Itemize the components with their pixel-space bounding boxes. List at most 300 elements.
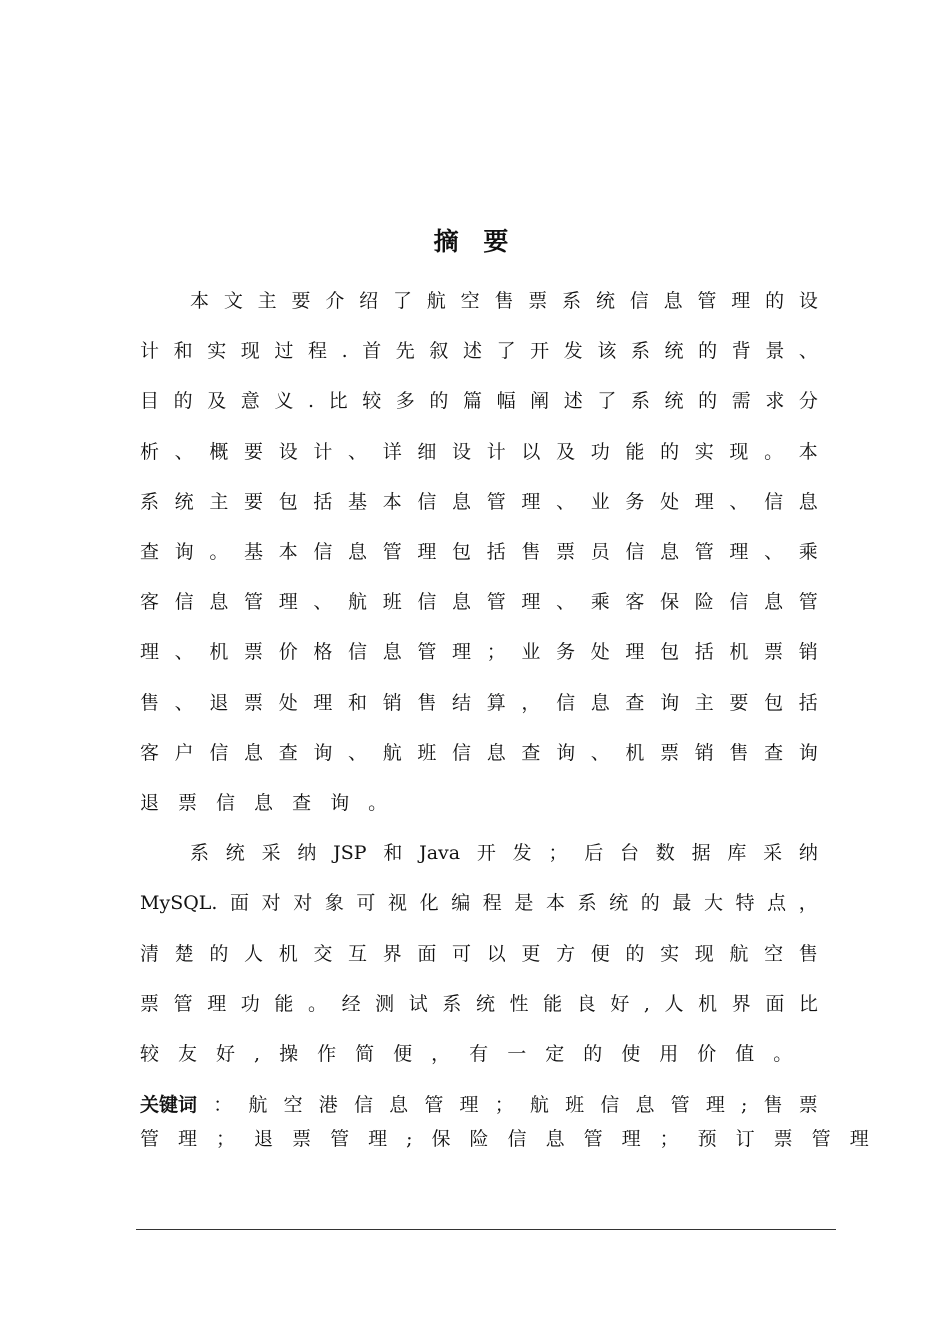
text-glyph: 统 — [475, 992, 495, 1015]
text-glyph: 航 — [426, 290, 446, 312]
text-glyph: 要 — [291, 290, 311, 312]
text-glyph: 理 — [729, 541, 749, 563]
text-glyph: 航 — [382, 741, 402, 764]
text-glyph: 台 — [620, 842, 640, 865]
text-glyph: 实 — [207, 340, 227, 363]
text-glyph: 现 — [694, 942, 714, 965]
text-glyph: 了 — [392, 290, 412, 312]
text-glyph: 视 — [388, 892, 408, 915]
text-glyph: 算 — [486, 691, 506, 714]
keyword-glyph: 管 — [140, 1128, 160, 1150]
text-glyph: 信 — [417, 591, 437, 614]
text-glyph: 、 — [556, 591, 576, 614]
text-glyph: 性 — [509, 992, 529, 1015]
text-glyph: . — [341, 340, 348, 363]
keyword-glyph: 信 — [507, 1128, 527, 1150]
keyword-glyph: 票 — [292, 1128, 312, 1150]
text-glyph: 理 — [521, 591, 541, 614]
text-glyph: 比 — [798, 992, 818, 1015]
text-glyph: 的 — [209, 942, 229, 965]
text-glyph: 乘 — [590, 591, 610, 614]
text-glyph: 价 — [278, 641, 298, 664]
text-glyph: 管 — [382, 541, 402, 563]
abstract-title: 摘 要 — [433, 227, 517, 256]
text-glyph: 目 — [140, 390, 160, 413]
text-glyph: , — [254, 1043, 261, 1065]
text-glyph: 员 — [590, 541, 610, 563]
text-glyph: 背 — [731, 340, 751, 363]
keyword-glyph: 空 — [283, 1094, 303, 1116]
text-glyph: 信 — [629, 290, 649, 312]
text-glyph: 能 — [274, 992, 294, 1015]
text-glyph: 查 — [292, 792, 312, 814]
text-glyph: 较 — [140, 1043, 160, 1065]
text-glyph: 航 — [348, 591, 368, 614]
text-glyph: 息 — [798, 490, 818, 513]
text-glyph: 销 — [798, 641, 818, 664]
text-glyph: 息 — [254, 792, 274, 814]
text-glyph: 息 — [663, 290, 683, 312]
text-glyph: 。 — [209, 541, 229, 563]
text-glyph: 、 — [729, 490, 749, 513]
text-glyph: 息 — [209, 591, 229, 614]
text-glyph: 的 — [765, 290, 785, 312]
abstract-line — [140, 336, 818, 366]
text-glyph: 管 — [486, 591, 506, 614]
text-glyph: 信 — [556, 691, 576, 714]
keyword-glyph: 理 — [368, 1128, 388, 1150]
text-glyph: 信 — [174, 591, 194, 614]
keyword-glyph: 预 — [697, 1128, 717, 1150]
text-glyph: 绍 — [359, 290, 379, 312]
text-glyph: 更 — [521, 942, 541, 965]
text-glyph: 处 — [590, 641, 610, 664]
text-glyph: 发 — [563, 340, 583, 363]
text-glyph: 空 — [764, 942, 784, 965]
text-glyph: 信 — [417, 490, 437, 513]
text-glyph: 据 — [691, 842, 711, 865]
text-glyph: 理 — [140, 641, 160, 664]
text-glyph: 理 — [207, 992, 227, 1015]
keyword-glyph: ； — [659, 1128, 679, 1150]
text-glyph: 点 — [767, 892, 787, 915]
text-glyph: 票 — [660, 741, 680, 764]
text-glyph: 、 — [798, 340, 818, 363]
text-glyph: 的 — [640, 892, 660, 915]
text-glyph: 清 — [140, 942, 160, 965]
text-glyph: 本 — [190, 290, 210, 312]
text-glyph: 过 — [274, 340, 294, 363]
text-glyph: 理 — [452, 641, 472, 664]
text-glyph: 开 — [476, 842, 496, 865]
text-glyph: 及 — [207, 390, 227, 413]
text-glyph: 本 — [798, 440, 818, 463]
text-glyph: 询 — [660, 691, 680, 714]
text-glyph: 管 — [697, 290, 717, 312]
text-glyph: 纳 — [798, 842, 818, 865]
text-glyph: 管 — [486, 490, 506, 513]
text-glyph: 较 — [362, 390, 382, 413]
text-glyph: 用 — [659, 1043, 679, 1065]
text-glyph: 述 — [462, 340, 482, 363]
text-glyph: 基 — [348, 490, 368, 513]
text-glyph: 是 — [514, 892, 534, 915]
text-glyph: 的 — [583, 1043, 603, 1065]
keyword-glyph: ： — [213, 1094, 233, 1116]
text-glyph: 对 — [293, 892, 313, 915]
keyword-glyph: 理 — [705, 1094, 725, 1116]
text-glyph: 、 — [348, 741, 368, 764]
keyword-glyph: 退 — [254, 1128, 274, 1150]
text-glyph: 括 — [798, 691, 818, 714]
text-glyph: 售 — [729, 741, 749, 764]
keyword-glyph: ; — [741, 1094, 748, 1116]
abstract-line — [140, 989, 818, 1019]
keyword-glyph: 管 — [811, 1128, 831, 1150]
text-glyph: 景 — [765, 340, 785, 363]
text-glyph: 的 — [698, 390, 718, 413]
text-glyph: 叙 — [429, 340, 449, 363]
abstract-line — [140, 537, 818, 567]
text-glyph: 现 — [729, 440, 749, 463]
text-glyph: 分 — [798, 390, 818, 413]
text-glyph: 信 — [764, 490, 784, 513]
text-glyph: 求 — [765, 390, 785, 413]
text-glyph: 客 — [625, 591, 645, 614]
text-glyph: 好 — [216, 1043, 236, 1065]
text-glyph: 信 — [729, 591, 749, 614]
text-glyph: 先 — [395, 340, 415, 363]
text-glyph: 销 — [382, 691, 402, 714]
text-glyph: 化 — [419, 892, 439, 915]
keyword-glyph: 管 — [330, 1128, 350, 1150]
text-glyph: 空 — [460, 290, 480, 312]
text-glyph: 和 — [173, 340, 193, 363]
text-glyph: Java — [419, 842, 461, 865]
text-glyph: 交 — [313, 942, 333, 965]
text-glyph: 处 — [278, 691, 298, 714]
text-glyph: 编 — [451, 892, 471, 915]
text-glyph: 信 — [348, 641, 368, 664]
text-glyph: 理 — [417, 541, 437, 563]
text-glyph: 管 — [173, 992, 193, 1015]
text-glyph: 程 — [482, 892, 502, 915]
text-glyph: 经 — [341, 992, 361, 1015]
text-glyph: 设 — [278, 440, 298, 463]
text-glyph: 票 — [556, 541, 576, 563]
text-glyph: 、 — [174, 641, 194, 664]
keyword-glyph: 信 — [353, 1094, 373, 1116]
text-glyph: 使 — [621, 1043, 641, 1065]
text-glyph: 设 — [452, 440, 472, 463]
text-glyph: 面 — [765, 992, 785, 1015]
text-glyph: MySQL. — [140, 892, 218, 915]
text-glyph: 好 — [610, 992, 630, 1015]
text-glyph: 了 — [597, 390, 617, 413]
text-glyph: 价 — [697, 1043, 717, 1065]
text-glyph: 象 — [324, 892, 344, 915]
text-glyph: 息 — [486, 741, 506, 764]
keyword-glyph: 理 — [178, 1128, 198, 1150]
text-glyph: 机 — [209, 641, 229, 664]
text-glyph: 务 — [625, 490, 645, 513]
text-glyph: 能 — [543, 992, 563, 1015]
text-glyph: 售 — [798, 942, 818, 965]
abstract-line — [140, 487, 818, 517]
text-glyph: 面 — [417, 942, 437, 965]
text-glyph: 息 — [660, 541, 680, 563]
keyword-glyph: 险 — [469, 1128, 489, 1150]
text-glyph: 。 — [764, 440, 784, 463]
keyword-glyph: ； — [494, 1094, 514, 1116]
text-glyph: 航 — [729, 942, 749, 965]
text-glyph: 、 — [174, 440, 194, 463]
text-glyph: 的 — [698, 340, 718, 363]
text-glyph: 功 — [590, 440, 610, 463]
keywords-line-2 — [140, 1124, 869, 1154]
text-glyph: 功 — [240, 992, 260, 1015]
text-glyph: 意 — [240, 390, 260, 413]
text-glyph: 可 — [356, 892, 376, 915]
text-glyph: 售 — [140, 691, 160, 714]
text-glyph: 系 — [630, 390, 650, 413]
text-glyph: 系 — [577, 892, 597, 915]
text-glyph: 信 — [209, 741, 229, 764]
footer-rule — [136, 1229, 836, 1230]
text-glyph: 能 — [625, 440, 645, 463]
abstract-line — [140, 437, 818, 467]
text-glyph: 统 — [174, 490, 194, 513]
text-glyph: 要 — [729, 691, 749, 714]
text-glyph: 定 — [545, 1043, 565, 1065]
text-glyph: 实 — [694, 440, 714, 463]
text-glyph: 客 — [140, 741, 160, 764]
keyword-glyph: ； — [216, 1128, 236, 1150]
text-glyph: 详 — [382, 440, 402, 463]
text-glyph: 界 — [382, 942, 402, 965]
text-glyph: 退 — [140, 792, 160, 814]
text-glyph: 本 — [545, 892, 565, 915]
text-glyph: 比 — [328, 390, 348, 413]
text-glyph: 计 — [486, 440, 506, 463]
text-glyph: ， — [431, 1043, 451, 1065]
text-glyph: 该 — [597, 340, 617, 363]
text-glyph: 面 — [230, 892, 250, 915]
text-glyph: 需 — [731, 390, 751, 413]
text-glyph: 基 — [244, 541, 264, 563]
text-glyph: 票 — [140, 992, 160, 1015]
text-glyph: 特 — [735, 892, 755, 915]
text-glyph: 作 — [317, 1043, 337, 1065]
abstract-line — [140, 738, 818, 768]
text-glyph: 开 — [530, 340, 550, 363]
text-glyph: 便 — [393, 1043, 413, 1065]
text-glyph: 管 — [244, 591, 264, 614]
text-glyph: JSP — [333, 842, 367, 865]
keyword-glyph: 订 — [735, 1128, 755, 1150]
text-glyph: 的 — [660, 440, 680, 463]
text-glyph: 包 — [278, 490, 298, 513]
keyword-glyph: 航 — [529, 1094, 549, 1116]
text-glyph: 售 — [417, 691, 437, 714]
text-glyph: 统 — [225, 842, 245, 865]
text-glyph: 包 — [452, 541, 472, 563]
text-glyph: 有 — [469, 1043, 489, 1065]
text-glyph: 。 — [773, 1043, 793, 1065]
text-glyph: 幅 — [496, 390, 516, 413]
text-glyph: 主 — [257, 290, 277, 312]
text-glyph: ； — [486, 641, 506, 664]
text-glyph: 息 — [452, 490, 472, 513]
text-glyph: 理 — [731, 290, 751, 312]
text-glyph: 人 — [244, 942, 264, 965]
text-glyph: 。 — [368, 792, 388, 814]
keyword-glyph: 管 — [670, 1094, 690, 1116]
text-glyph: 现 — [240, 340, 260, 363]
text-glyph: 管 — [694, 541, 714, 563]
text-glyph: 义 — [274, 390, 294, 413]
text-glyph: 询 — [174, 541, 194, 563]
text-glyph: 设 — [798, 290, 818, 312]
text-glyph: 包 — [764, 691, 784, 714]
text-glyph: 要 — [244, 490, 264, 513]
abstract-line — [140, 587, 818, 617]
text-glyph: 细 — [417, 440, 437, 463]
text-glyph: 程 — [307, 340, 327, 363]
text-glyph: 。 — [307, 992, 327, 1015]
text-glyph: 实 — [660, 942, 680, 965]
text-glyph: 以 — [521, 440, 541, 463]
text-glyph: 查 — [140, 541, 160, 563]
text-glyph: 格 — [313, 641, 333, 664]
keyword-glyph: 信 — [600, 1094, 620, 1116]
text-glyph: 机 — [729, 641, 749, 664]
text-glyph: 试 — [408, 992, 428, 1015]
text-glyph: 票 — [764, 641, 784, 664]
keyword-glyph: 票 — [798, 1094, 818, 1116]
text-glyph: 后 — [584, 842, 604, 865]
text-glyph: ， — [798, 892, 818, 915]
text-glyph: 主 — [209, 490, 229, 513]
text-glyph: 息 — [590, 691, 610, 714]
text-glyph: 对 — [261, 892, 281, 915]
keywords-line-1 — [140, 1090, 818, 1120]
text-glyph: 统 — [609, 892, 629, 915]
text-glyph: 机 — [625, 741, 645, 764]
keyword-glyph: 航 — [248, 1094, 268, 1116]
keyword-glyph: 港 — [318, 1094, 338, 1116]
text-glyph: 一 — [507, 1043, 527, 1065]
text-glyph: 、 — [590, 741, 610, 764]
text-glyph: 机 — [278, 942, 298, 965]
keyword-glyph: 管 — [424, 1094, 444, 1116]
text-glyph: 业 — [521, 641, 541, 664]
text-glyph: 值 — [735, 1043, 755, 1065]
text-glyph: 理 — [625, 641, 645, 664]
keyword-glyph: 保 — [431, 1128, 451, 1150]
text-glyph: 括 — [694, 641, 714, 664]
text-glyph: 计 — [313, 440, 333, 463]
text-glyph: 业 — [590, 490, 610, 513]
text-glyph: 息 — [382, 641, 402, 664]
text-glyph: 主 — [694, 691, 714, 714]
text-glyph: 库 — [727, 842, 747, 865]
text-glyph: 和 — [348, 691, 368, 714]
text-glyph: 友 — [178, 1043, 198, 1065]
text-glyph: 系 — [190, 842, 210, 865]
text-glyph: 询 — [330, 792, 350, 814]
text-glyph: 查 — [278, 741, 298, 764]
text-glyph: 楚 — [174, 942, 194, 965]
text-glyph: 保 — [660, 591, 680, 614]
text-glyph: 票 — [244, 691, 264, 714]
text-glyph: , — [643, 992, 650, 1015]
abstract-line — [140, 688, 818, 718]
text-glyph: 系 — [140, 490, 160, 513]
abstract-line — [140, 386, 818, 416]
keyword-glyph: 票 — [773, 1128, 793, 1150]
text-glyph: 信 — [452, 741, 472, 764]
text-glyph: 介 — [325, 290, 345, 312]
text-glyph: ； — [548, 842, 568, 865]
text-glyph: 以 — [486, 942, 506, 965]
text-glyph: 、 — [174, 691, 194, 714]
text-glyph: 、 — [348, 440, 368, 463]
text-glyph: 简 — [355, 1043, 375, 1065]
text-glyph: 人 — [664, 992, 684, 1015]
text-glyph: 阐 — [530, 390, 550, 413]
text-glyph: 和 — [383, 842, 403, 865]
keyword-glyph: 息 — [389, 1094, 409, 1116]
text-glyph: 结 — [452, 691, 472, 714]
text-glyph: 询 — [313, 741, 333, 764]
text-glyph: 询 — [556, 741, 576, 764]
text-glyph: 本 — [278, 541, 298, 563]
abstract-line — [140, 939, 818, 969]
keyword-glyph: 班 — [565, 1094, 585, 1116]
text-glyph: 票 — [244, 641, 264, 664]
text-glyph: 处 — [660, 490, 680, 513]
text-glyph: 、 — [313, 591, 333, 614]
text-glyph: 信 — [216, 792, 236, 814]
text-glyph: 统 — [664, 390, 684, 413]
text-glyph: 理 — [694, 490, 714, 513]
text-glyph: 息 — [348, 541, 368, 563]
text-glyph: 票 — [178, 792, 198, 814]
text-glyph: 测 — [375, 992, 395, 1015]
text-glyph: 统 — [595, 290, 615, 312]
text-glyph: 查 — [521, 741, 541, 764]
text-glyph: 理 — [521, 490, 541, 513]
text-glyph: 及 — [556, 440, 576, 463]
keywords-label: 关键词 — [140, 1094, 198, 1116]
text-glyph: 售 — [494, 290, 514, 312]
text-glyph: 的 — [625, 942, 645, 965]
text-glyph: 统 — [664, 340, 684, 363]
abstract-line — [140, 637, 818, 667]
text-glyph: 纳 — [297, 842, 317, 865]
text-glyph: 采 — [261, 842, 281, 865]
text-glyph: 便 — [590, 942, 610, 965]
text-glyph: 信 — [625, 541, 645, 563]
text-glyph: 本 — [382, 490, 402, 513]
text-glyph: 机 — [698, 992, 718, 1015]
text-glyph: 售 — [521, 541, 541, 563]
text-glyph: 管 — [798, 591, 818, 614]
text-glyph: 系 — [630, 340, 650, 363]
keyword-glyph: 息 — [545, 1128, 565, 1150]
text-glyph: 界 — [731, 992, 751, 1015]
